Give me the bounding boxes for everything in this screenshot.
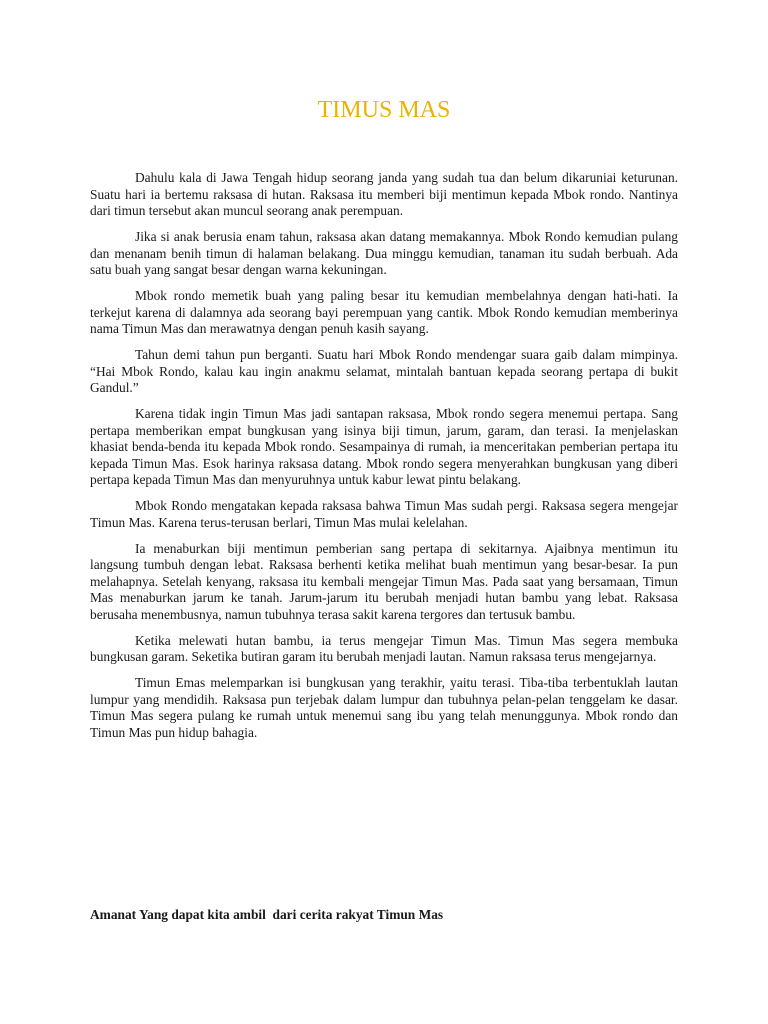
paragraph-1: Dahulu kala di Jawa Tengah hidup seorang janda yang sudah tua dan belum dikaruniai keturunan. Suatu hari ia bertemu raksasa di hutan. Raksasa itu memberi biji mentimun kepada Mbok rondo. Nantinya dari timun tersebut akan muncul seorang anak perempuan. <box>90 170 678 218</box>
story-body <box>90 170 678 751</box>
paragraph-7: Ia menaburkan biji mentimun pemberian sang pertapa di sekitarnya. Ajaibnya mentimun itu langsung tumbuh dengan lebat. Raksasa berhenti ketika melihat buah mentimun yang besar-besar. Ia pun melahapnya. Setelah kenyang, raksasa itu kembali mengejar Timun Mas. Pada saat yang bersamaan, Timun Mas menaburkan jarum ke tanah. Jarum-jarum itu berubah menjadi hutan bambu yang lebat. Raksasa berusaha menembusnya, namun tubuhnya terasa sakit karena tergores dan tertusuk bambu. <box>90 540 678 622</box>
paragraph-3: Mbok rondo memetik buah yang paling besar itu kemudian membelahnya dengan hati-hati. Ia terkejut karena di dalamnya ada seorang bayi perempuan yang cantik. Mbok Rondo kemudian memberinya nama Timun Mas dan merawatnya dengan penuh kasih sayang. <box>90 288 678 336</box>
paragraph-9: Timun Emas melemparkan isi bungkusan yang terakhir, yaitu terasi. Tiba-tiba terbentuklah lautan lumpur yang mendidih. Raksasa pun terjebak dalam lumpur dan tubuhnya pelan-pelan tenggelam ke dasar. Timun Mas segera pulang ke rumah untuk menemui sang ibu yang telah menunggunya. Mbok rondo dan Timun Mas pun hidup bahagia. <box>90 675 678 740</box>
paragraph-4: Tahun demi tahun pun berganti. Suatu hari Mbok Rondo mendengar suara gaib dalam mimpinya. “Hai Mbok Rondo, kalau kau ingin anakmu selamat, mintalah bantuan kepada seorang pertapa di bukit Gandul.” <box>90 347 678 395</box>
paragraph-5: Karena tidak ingin Timun Mas jadi santapan raksasa, Mbok rondo segera menemui pertapa. Sang pertapa memberikan empat bungkusan yang isinya biji timun, jarum, garam, dan terasi. Ia menjelaskan khasiat benda-benda itu kepada Mbok rondo. Sesampainya di rumah, ia menceritakan pemberian pertapa itu kepada Timun Mas. Esok harinya raksasa datang. Mbok rondo segera menyerahkan bungkusan yang diberi pertapa kepada Timun Mas dan menyuruhnya untuk kabur lewat pintu belakang. <box>90 406 678 487</box>
paragraph-2: Jika si anak berusia enam tahun, raksasa akan datang memakannya. Mbok Rondo kemudian pulang dan menanam benih timun di halaman belakang. Dua minggu kemudian, tanaman itu sudah berbuah. Ada satu buah yang sangat besar dengan warna kekuningan. <box>90 229 678 277</box>
paragraph-8: Ketika melewati hutan bambu, ia terus mengejar Timun Mas. Timun Mas segera membuka bungkusan garam. Seketika butiran garam itu berubah menjadi lautan. Namun raksasa terus mengejarnya. <box>90 632 678 664</box>
document-title: TIMUS MAS <box>317 97 451 123</box>
moral-heading: Amanat Yang dapat kita ambil dari cerita rakyat Timun Mas <box>90 907 444 922</box>
paragraph-6: Mbok Rondo mengatakan kepada raksasa bahwa Timun Mas sudah pergi. Raksasa segera mengejar Timun Mas. Karena terus-terusan berlari, Timun Mas mulai kelelahan. <box>90 498 678 530</box>
